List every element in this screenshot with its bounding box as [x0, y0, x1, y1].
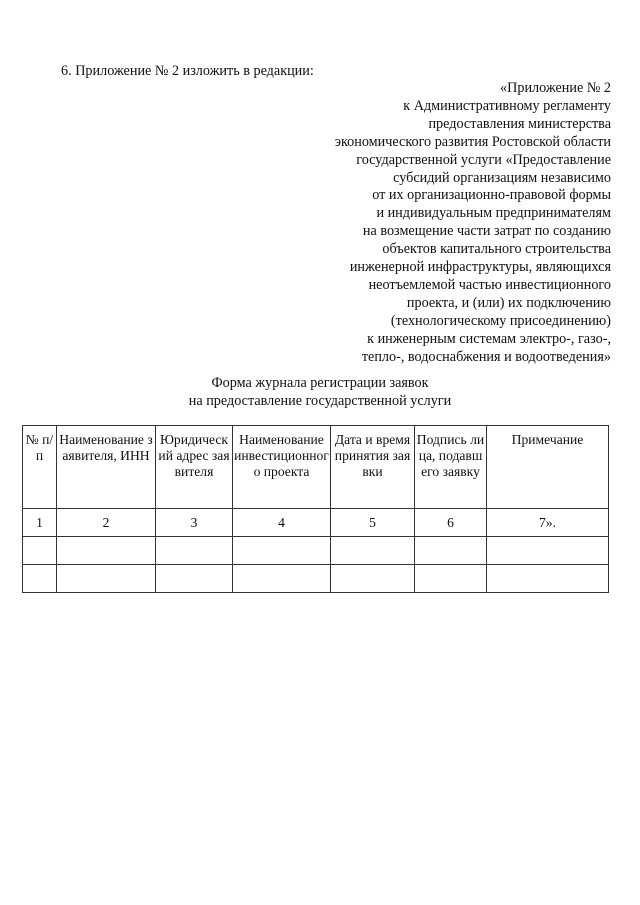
appendix-header-line: от их организационно-правовой формы	[372, 187, 611, 204]
table-row	[23, 537, 609, 565]
appendix-header-line: инженерной инфраструктуры, являющихся	[349, 259, 611, 276]
empty-cell	[415, 565, 487, 593]
header-cell-date-time: Дата и время принятия заявки	[331, 426, 415, 509]
empty-cell	[415, 537, 487, 565]
header-cell-applicant-name: Наименование заявителя, ИНН	[57, 426, 156, 509]
appendix-header-line: к Административному регламенту	[403, 97, 611, 114]
table-header-row	[23, 426, 609, 509]
empty-cell	[57, 565, 156, 593]
appendix-header-line: тепло-, водоснабжения и водоотведения»	[361, 348, 611, 365]
column-number-cell: 5	[331, 509, 415, 537]
appendix-header-line: и индивидуальным предпринимателям	[376, 205, 611, 222]
empty-cell	[487, 565, 609, 593]
header-cell-signature: Подпись лица, подавшего заявку	[415, 426, 487, 509]
appendix-header-line: объектов капитального строительства	[382, 241, 611, 258]
empty-cell	[487, 537, 609, 565]
empty-cell	[233, 537, 331, 565]
empty-cell	[331, 537, 415, 565]
form-title-line: Форма журнала регистрации заявок	[211, 375, 429, 391]
empty-cell	[233, 565, 331, 593]
registration-journal-table	[22, 425, 609, 593]
empty-cell	[57, 537, 156, 565]
empty-cell	[156, 565, 233, 593]
header-cell-legal-address: Юридический адрес заявителя	[156, 426, 233, 509]
empty-cell	[331, 565, 415, 593]
empty-cell	[23, 537, 57, 565]
column-number-cell: 4	[233, 509, 331, 537]
table-row	[23, 565, 609, 593]
empty-cell	[156, 537, 233, 565]
column-number-cell: 1	[23, 509, 57, 537]
appendix-header	[251, 80, 611, 367]
appendix-header-line: на возмещение части затрат по созданию	[362, 223, 611, 240]
appendix-header-line: предоставления министерства	[428, 115, 611, 132]
empty-cell	[23, 565, 57, 593]
header-cell-project-name: Наименование инвестиционного проекта	[233, 426, 331, 509]
appendix-header-line: к инженерным системам электро-, газо-,	[367, 330, 611, 347]
column-number-cell: 2	[57, 509, 156, 537]
appendix-header-line: государственной услуги «Предоставление	[356, 151, 611, 168]
appendix-header-line: субсидий организациям независимо	[393, 169, 611, 186]
form-title-line: на предоставление государственной услуги	[188, 393, 452, 409]
appendix-header-line: экономического развития Ростовской области	[334, 133, 611, 150]
form-title	[0, 374, 640, 410]
column-number-cell: 7».	[487, 509, 609, 537]
appendix-header-line: неотъемлемой частью инвестиционного	[368, 276, 611, 293]
appendix-header-line: проекта, и (или) их подключению	[406, 294, 611, 311]
appendix-header-line: (технологическому присоединению)	[390, 312, 611, 329]
column-number-row	[23, 509, 609, 537]
header-cell-note: Примечание	[487, 426, 609, 509]
intro-paragraph: 6. Приложение № 2 изложить в редакции:	[61, 63, 314, 79]
header-cell-number: № п/п	[23, 426, 57, 509]
column-number-cell: 6	[415, 509, 487, 537]
appendix-header-line: «Приложение № 2	[500, 80, 611, 96]
column-number-cell: 3	[156, 509, 233, 537]
